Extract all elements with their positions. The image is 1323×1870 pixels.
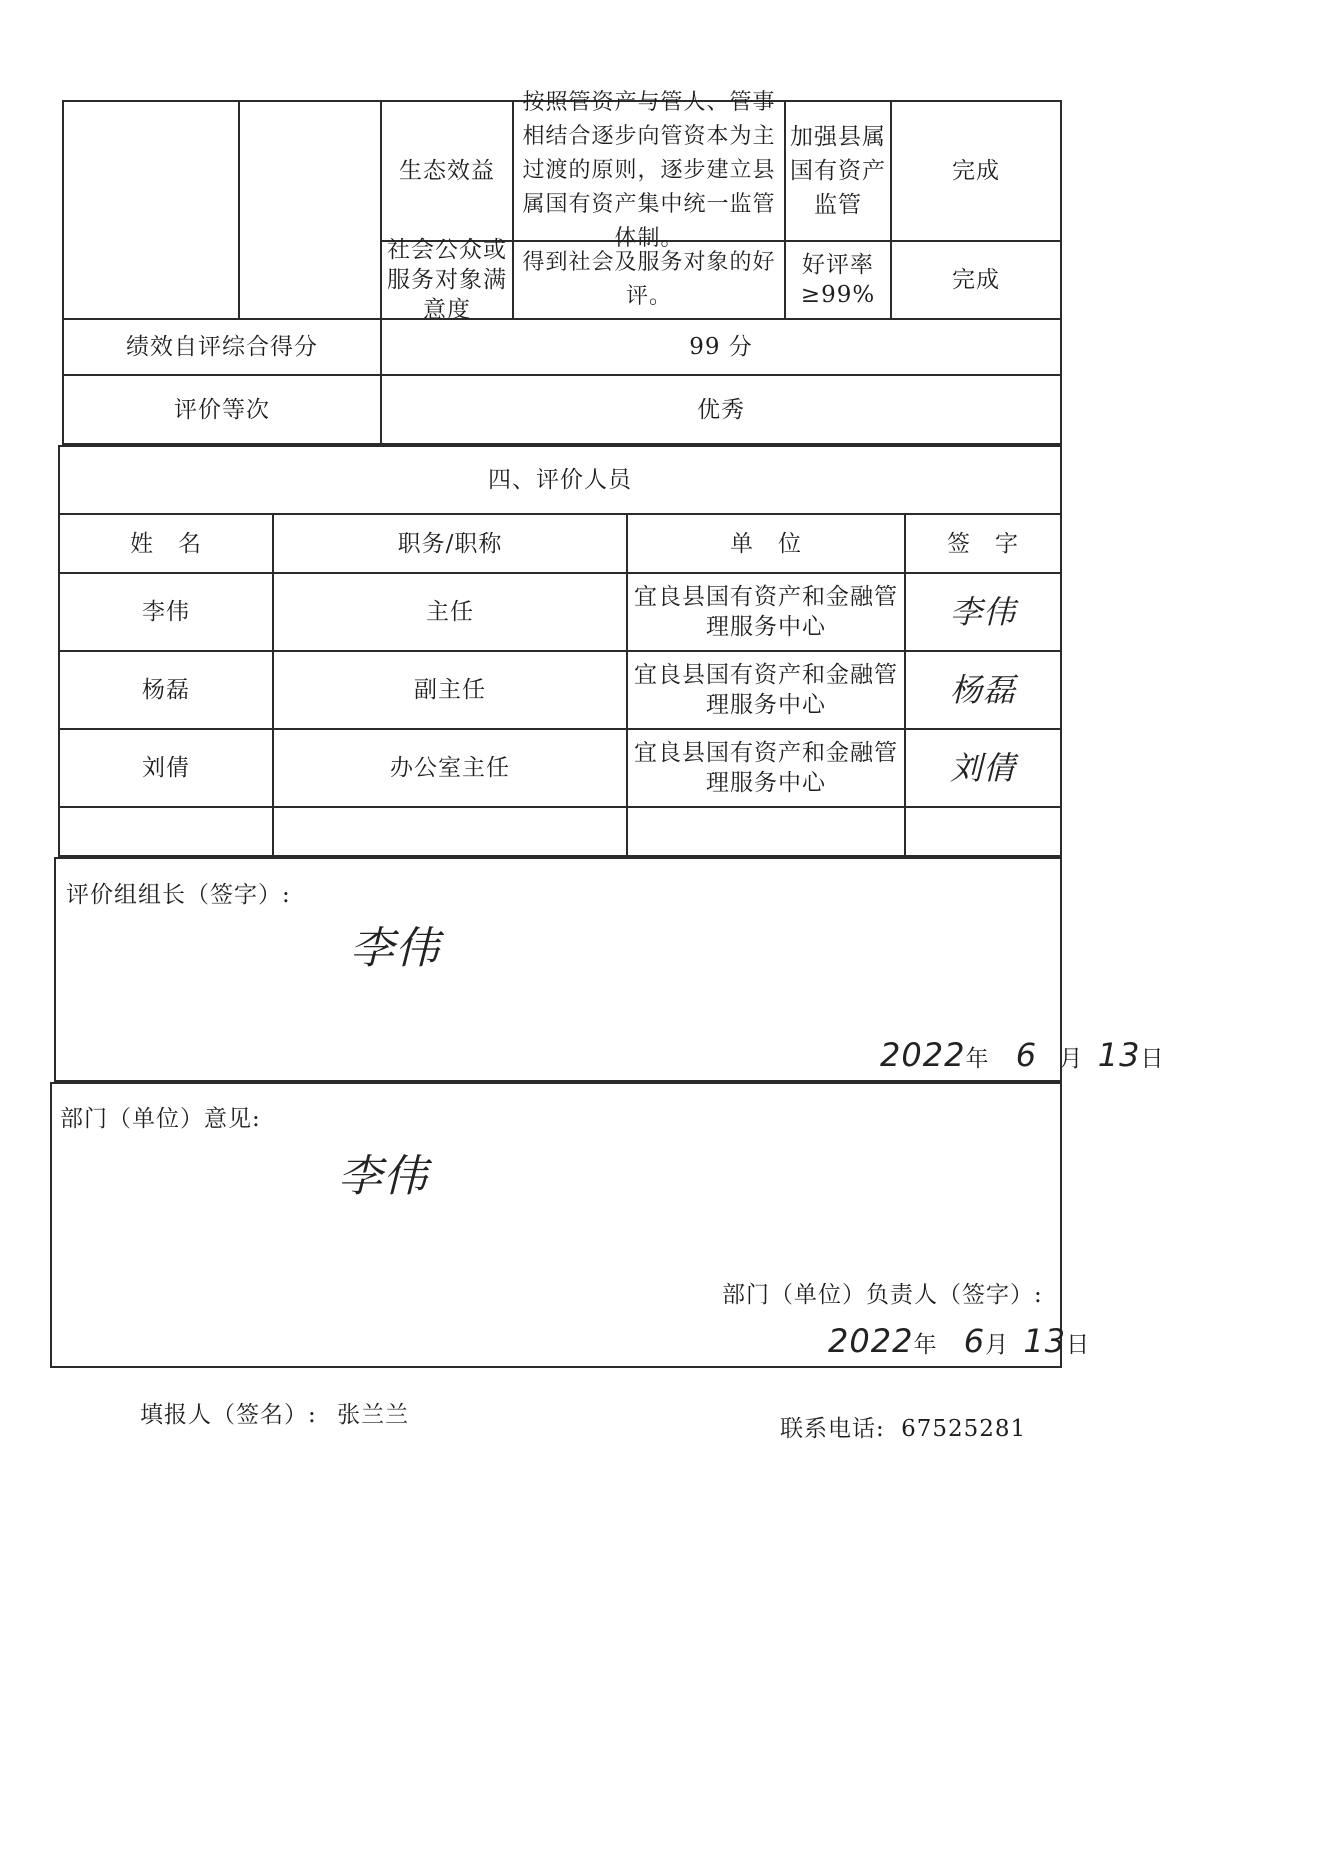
phone: [780, 1410, 1026, 1443]
date-month-unit: 月: [1059, 1046, 1084, 1072]
filler-name: 张兰兰: [337, 1402, 410, 1428]
person-name: 刘倩: [142, 755, 190, 781]
score-value: 99 分: [689, 334, 753, 360]
date-year-unit: 年: [965, 1046, 990, 1072]
status-cell: 完成: [952, 267, 1000, 293]
filler-label: 填报人（签名）:: [140, 1402, 317, 1428]
department-signature: 李伟: [338, 1151, 428, 1202]
phone-number: 67525281: [901, 1416, 1027, 1442]
grade-label: 评价等次: [174, 397, 270, 423]
responsible-label: 部门（单位）负责人（签字）:: [722, 1282, 1043, 1308]
grade-value: 优秀: [697, 397, 745, 423]
person-signature: 刘倩: [949, 749, 1016, 787]
person-name: 李伟: [142, 599, 190, 625]
phone-label: 联系电话:: [780, 1416, 885, 1442]
department-date: [828, 1322, 1090, 1360]
header-position: 职务/职称: [397, 530, 503, 557]
date-month: 6: [963, 1322, 986, 1360]
content-cell: 得到社会及服务对象的好评。: [522, 250, 776, 309]
person-position: 副主任: [414, 677, 486, 703]
date-day-unit: 日: [1066, 1332, 1091, 1358]
date-day: 13: [1097, 1036, 1141, 1074]
date-year-unit: 年: [913, 1332, 938, 1358]
leader-signature: 李伟: [350, 923, 440, 974]
header-name: 姓 名: [130, 530, 202, 557]
person-signature: 杨磊: [949, 671, 1016, 709]
date-month: 6: [1015, 1036, 1038, 1074]
person-unit: 宜良县国有资产和金融管理服务中心: [634, 740, 898, 796]
person-unit: 宜良县国有资产和金融管理服务中心: [634, 584, 898, 640]
person-unit: 宜良县国有资产和金融管理服务中心: [634, 662, 898, 718]
person-name: 杨磊: [142, 677, 190, 703]
indicator-cell: 生态效益: [399, 158, 495, 184]
department-label: 部门（单位）意见:: [60, 1106, 261, 1132]
indicator-cell: 社会公众或服务对象满意度: [387, 237, 507, 323]
filler: [140, 1396, 409, 1429]
date-year: 2022: [880, 1036, 966, 1074]
status-cell: 完成: [952, 158, 1000, 184]
date-day-unit: 日: [1140, 1046, 1165, 1072]
score-label: 绩效自评综合得分: [126, 334, 318, 360]
header-signature: 签 字: [947, 530, 1019, 557]
date-year: 2022: [828, 1322, 914, 1360]
person-position: 办公室主任: [390, 755, 510, 781]
date-day: 13: [1023, 1322, 1067, 1360]
section-title: 四、评价人员: [488, 467, 632, 493]
header-unit: 单 位: [730, 530, 802, 557]
person-signature: 李伟: [949, 593, 1016, 631]
content-cell: 按照管资产与管人、管事相结合逐步向管资本为主过渡的原则，逐步建立县属国有资产集中统一监管体制。: [522, 90, 776, 251]
target-cell: 加强县属国有资产监管: [790, 124, 886, 218]
date-month-unit: 月: [985, 1332, 1010, 1358]
target-cell: 好评率≥99%: [800, 252, 876, 308]
person-position: 主任: [426, 599, 474, 625]
leader-date: [880, 1036, 1164, 1074]
leader-label: 评价组组长（签字）:: [66, 882, 291, 908]
